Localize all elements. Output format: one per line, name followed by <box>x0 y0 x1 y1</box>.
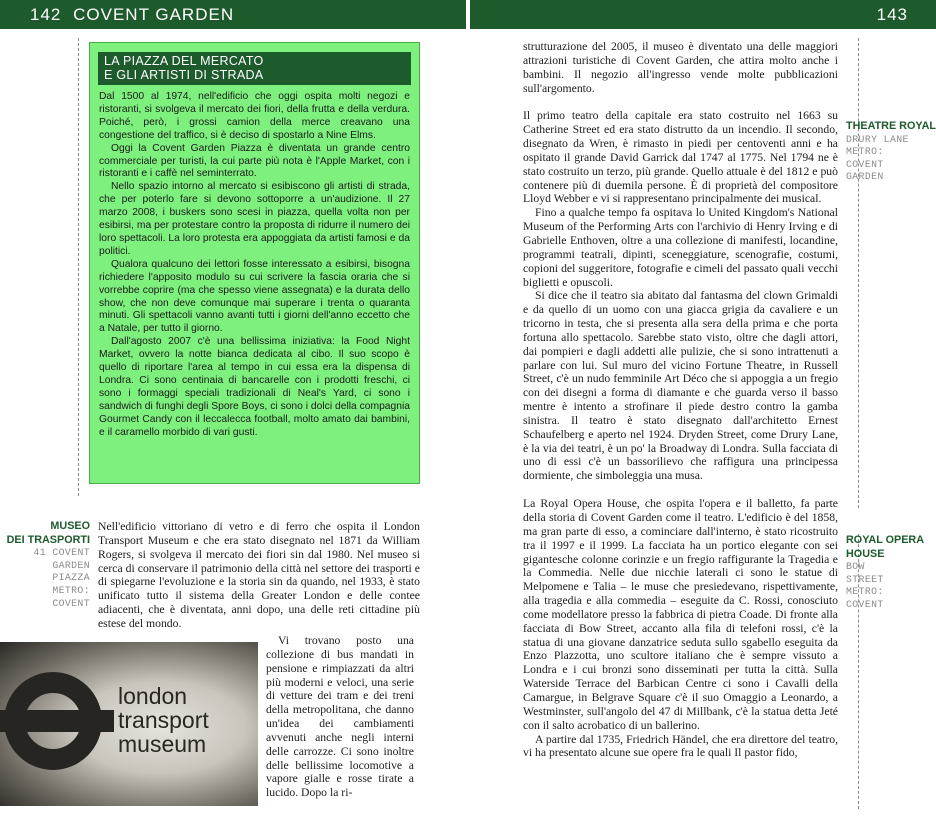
sidebar-info-line: GARDEN <box>846 171 884 183</box>
photo-logo-text <box>118 684 209 756</box>
logo-line: museum <box>118 731 207 757</box>
market-info-box <box>89 42 420 484</box>
sidebar-info-line: BOW <box>846 561 865 573</box>
sidebar-info-line: METRO: <box>846 146 884 158</box>
sidebar-title-line: MUSEO <box>50 520 90 532</box>
section-title: COVENT GARDEN <box>73 5 235 24</box>
theatre-paragraph: Il primo teatro della capitale era stato costruito nel 1663 su Catherine Street ed era stato distrutto da un incendio. Il secondo, disegnato da Wren, è rimasto in piedi per centoventi anni e ha ospitato il grande David Garrick dal 1747 al 1775. Nel 1794 ne è stato costruito un terzo, più grande. Quello attuale è del 1812 e può contenere più di duemila persone. È di proprietà del compositore Lloyd Webber e vi si rappresentano principalmente dei musical. <box>523 109 838 206</box>
box-paragraph: Dal 1500 al 1974, nell'edificio che oggi ospita molti negozi e ristoranti, si svolgeva il mercato dei fiori, della frutta e della verdura. Poiché, però, i grossi camion della merce creavano una congestione del traffico, si è deciso di spostarlo a Nine Elms. <box>99 91 410 141</box>
logo-line: london <box>118 683 188 709</box>
left-margin-rule <box>78 38 79 496</box>
theatre-paragraph: Si dice che il teatro sia abitato dal fantasma del clown Grimaldi e da quello di un uomo con una giacca grigia da cavaliere e un tricorno in testa, che si presenta alla sera della prima e che porta fortuna allo spettacolo. Sarebbe stato visto, oltre che dagli attori, dai pompieri e dagli addetti alle pulizie, che si sono intrattenuti a parlare con lui. Sul muro del vicino Fortune Theatre, in Russell Street, c'è un nudo femminile Art Déco che si appoggia a un fregio con dei disegni a forma di diamante e che guarda verso il basso mentre è intento a strofinare il piede destro contro la gamba sinistra. Il teatro è stato disegnato dall'architetto Ernest Schaufelberg e aperto nel 1924. Dryden Street, come Drury Lane, è la via dei teatri, è un po' la Broadway di Londra. Sulla facciata di uno di essi c'è un bassorilievo che raffigura una principessa dormiente, che simboleggia una musa. <box>523 289 838 483</box>
sidebar-info-line: METRO: <box>52 584 90 596</box>
right-margin-rule-upper <box>858 38 859 508</box>
sidebar-info-line: PIAZZA <box>52 572 90 584</box>
sidebar-title-line: ROYAL OPERA <box>846 534 924 546</box>
museum-continued-paragraph: strutturazione del 2005, il museo è diventato una delle maggiori attrazioni turistiche di Covent Garden, che attira molto anche i bambini. Il negozio all'ingresso vende molte pubblicazioni sull'argomento. <box>523 40 838 95</box>
museum-paragraph: Nell'edificio vittoriano di vetro e di ferro che ospita il London Transport Museum e che era stato disegnato nel 1871 da William Rogers, si svolgeva il mercato dei fiori sin dal 1980. Nel museo si cerca di conservare il patrimonio della città nel settore dei trasporti e di spiegarne l'evoluzione e la storia sin da quando, nel 1933, è stato unificato tutto il sistema della Greater London e delle contee adiacenti, che è diventata, anni dopo, una delle reti cittadine più estese del mondo. <box>98 520 420 630</box>
box-text <box>99 91 410 439</box>
sidebar-info-line: COVENT <box>52 597 90 609</box>
sidebar-info-line: STREET <box>846 573 884 585</box>
logo-line: transport <box>118 707 209 733</box>
box-paragraph: Oggi la Covent Garden Piazza è diventata un grande centro commerciale per turisti, la cui parte più nota è l'Apple Market, con i ristoranti e i caffè nel seminterrato. <box>99 142 410 180</box>
right-page-number: 143 <box>876 5 908 24</box>
opera-paragraph: A partire dal 1735, Friedrich Händel, che era direttore del teatro, vi ha presentato alcune sue opere fra le quali Il pastor fido, <box>523 732 838 760</box>
sidebar-theatre <box>846 120 936 184</box>
left-page-header <box>0 0 466 29</box>
museum-paragraph: Vi trovano posto una collezione di bus mandati in pensione e rimpiazzati da altri più moderni e veloci, una serie di vetture dei tram e dei treni della metropolitana, che danno un'idea dei cambiamenti avvenuti anche negli interni delle carrozze. Ci sono inoltre delle bellissime locomotive a vapore gialle e rosse tirate a lucido. Dopo la ri- <box>266 634 414 800</box>
sidebar-info-line: GARDEN <box>52 559 90 571</box>
sidebar-title-line: DEI TRASPORTI <box>6 533 90 546</box>
box-title-line: LA PIAZZA DEL MERCATO <box>104 54 264 68</box>
sidebar-info-line: 41 COVENT <box>33 547 90 559</box>
museum-text-top <box>98 520 420 631</box>
box-paragraph: Dall'agosto 2007 c'è una bellissima iniziativa: la Food Night Market, ovvero la notte bianca dedicata al cibo. Il suo scopo è quello di riportare l'area al tempo in cui essa era la dispensa di Londra. Ci sono centinaia di bancarelle con i prodotti freschi, ci sono i formaggi speciali tradizionali di Neal's Yard, ci sono i sandwich di funghi degli Spore Boys, ci sono i dolci della compagnia Gourmet Candy con il leccalecca football, molto amato dai bambini, e il caramello morbido di vari gusti. <box>99 336 410 438</box>
box-paragraph: Qualora qualcuno dei lettori fosse interessato a esibirsi, bisogna richiedere l'apposito modulo su cui scrivere la fascia oraria che si vorrebbe coprire (ma che spesso viene assegnata) e la durata dello show, che non deve comunque mai superare i trenta o quaranta minuti. Gli spettacoli vanno avanti tutti i giorni dell'anno eccetto che a Natale, per tutto il giorno. <box>99 258 410 335</box>
right-column-text <box>523 40 838 760</box>
sidebar-opera <box>846 534 924 612</box>
sidebar-info-line: DRURY LANE <box>846 133 909 145</box>
opera-paragraph: La Royal Opera House, che ospita l'opera e il balletto, fa parte della storia di Covent Garden come il teatro. L'edificio è del 1858, ma gran parte di esso, a cominciare dall'interno, è stato ricostruito tra il 1997 e il 1999. La facciata ha un portico elegante con sei gigantesche colonne corinzie e un fregio raffigurante la Tragedia e la Commedia. Nelle due nicchie laterali ci sono le statue di Melpomene e Talia – le muse che presiedevano, rispettivamente, alla tragedia e alla commedia – eseguite da C. Rossi, conosciuto come modellatore presso la fabbrica di pietra Coade. Di fronte alla facciata di Bow Street, accanto alla fila di telefoni rossi, c'è la statua di una giovane danzatrice seduta sullo sgabello eseguita da Enzo Plazzotta, uno scultore italiano che è sempre vissuto a Londra e i cui bronzi sono disseminati per tutta la città. Sulla Waterside Terrace del Barbican Centre ci sono i Cavalli della Camargue, in Belgrave Square c'è il suo Omaggio a Leonardo, a Westminster, sull'angolo del 47 di Millbank, c'è la statua detta Jeté con il salto acrobatico di un ballerino. <box>523 497 838 732</box>
sidebar-title-line: THEATRE ROYAL <box>846 120 936 132</box>
box-paragraph: Nello spazio intorno al mercato si esibiscono gli artisti di strada, che per poterlo fare si devono sottoporre a un'audizione. Il 27 marzo 2008, i buskers sono scesi in piazza, quella volta non per esibirsi, ma per protestare contro la proposta di ridurre il numero dei loro spettacoli. La loro protesta era appoggiata da artisti famosi e da politici. <box>99 181 410 257</box>
box-title <box>98 52 411 85</box>
sidebar-info-line: METRO: <box>846 586 884 598</box>
museum-photo <box>0 642 258 806</box>
theatre-paragraph: Fino a qualche tempo fa ospitava lo United Kingdom's National Museum of the Performing Arts con l'archivio di Henry Irving e di Gabrielle Enthoven, oltre a una collezione di manifesti, locandine, programmi teatrali, dipinti, sceneggiature, scenografie, costumi, copioni del suggeritore, fotografie e cimeli del passato quali vecchi biglietti e opuscoli. <box>523 206 838 289</box>
sidebar-museo <box>7 520 90 610</box>
right-page-header <box>470 0 936 29</box>
left-page-number: 142 <box>30 5 62 24</box>
underground-roundel-icon <box>4 672 102 770</box>
sidebar-info-line: COVENT <box>846 598 884 610</box>
museum-text-bottom <box>266 634 414 800</box>
sidebar-title-line: HOUSE <box>846 547 885 560</box>
sidebar-info-line: COVENT <box>846 158 884 170</box>
box-title-line: E GLI ARTISTI DI STRADA <box>104 68 264 82</box>
